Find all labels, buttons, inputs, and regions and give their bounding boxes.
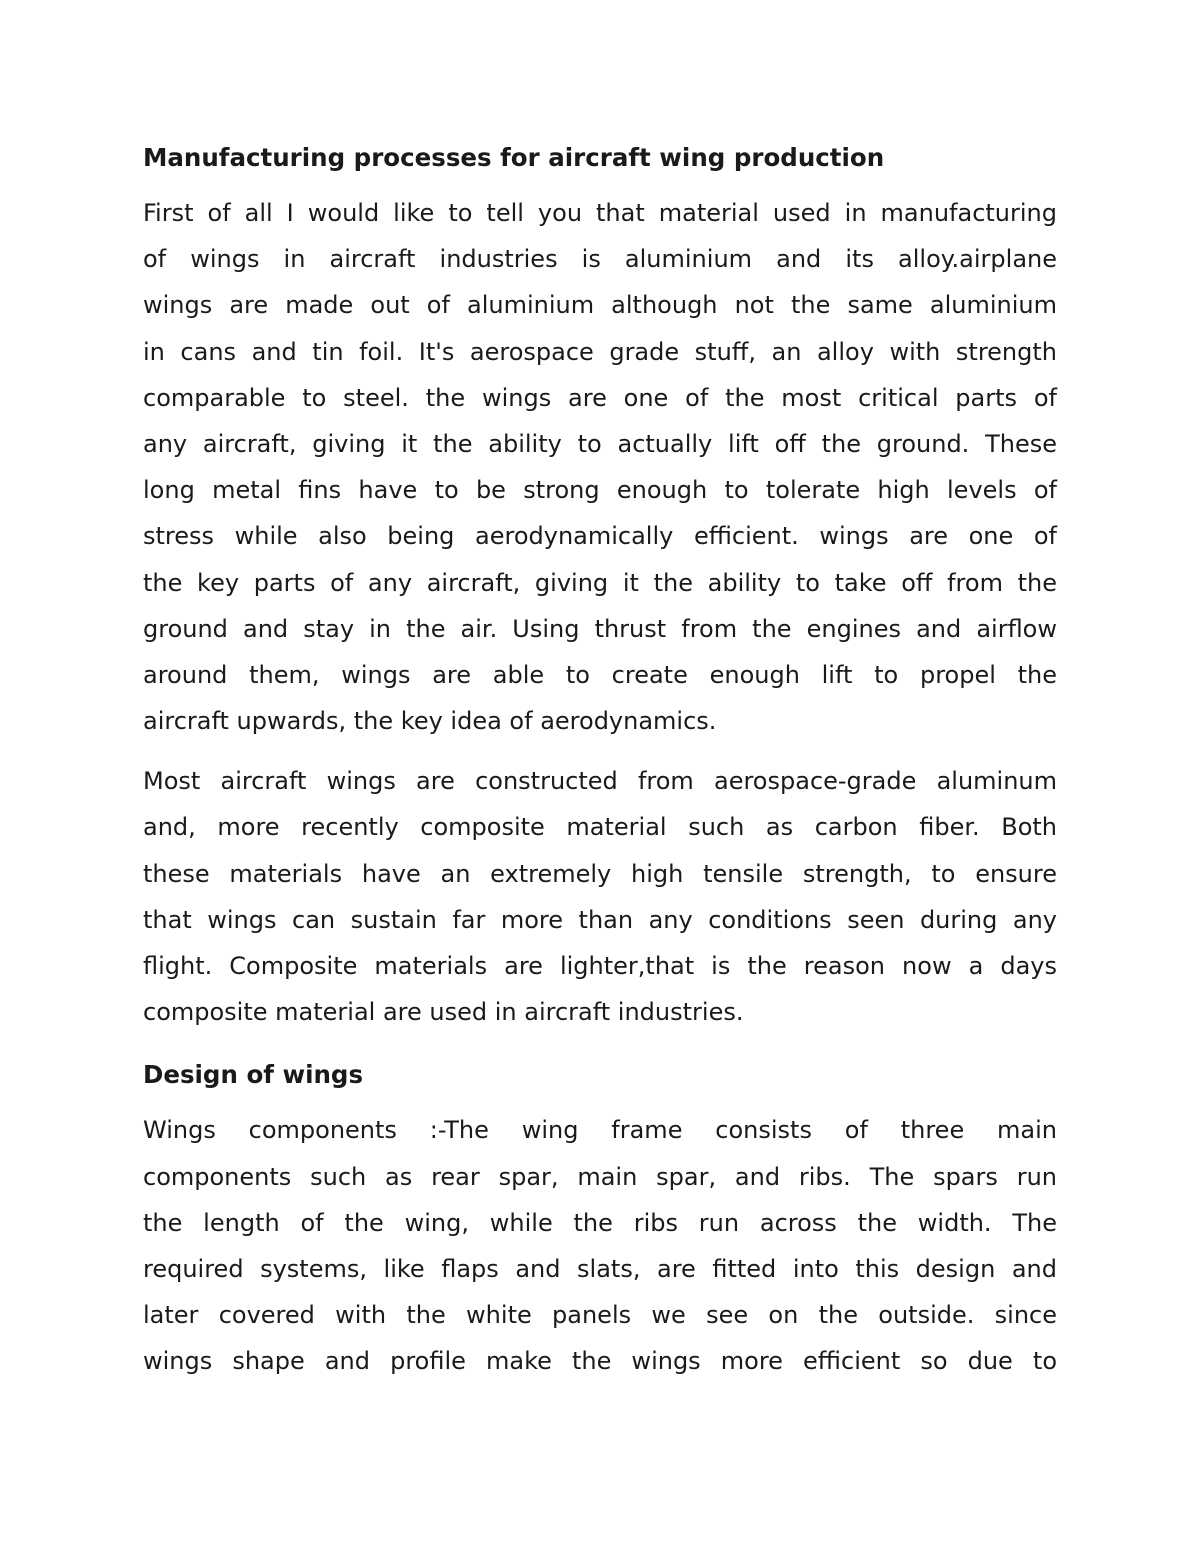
text-line: wings are made out of aluminium although not the same aluminium — [143, 291, 1057, 320]
text-line: aircraft upwards, the key idea of aerodynamics. — [143, 707, 717, 736]
text-line: flight. Composite materials are lighter,that is the reason now a days — [143, 952, 1057, 980]
text-line: Most aircraft wings are constructed from aerospace-grade aluminum — [143, 767, 1057, 796]
text-line: around them, wings are able to create enough lift to propel the — [143, 660, 1057, 689]
text-line: comparable to steel. the wings are one of the most critical parts of — [143, 383, 1057, 412]
text-line: of wings in aircraft industries is aluminium and its alloy.airplane — [143, 245, 1057, 274]
document-body — [143, 138, 1057, 1385]
text-line: First of all I would like to tell you that material used in manufacturing — [143, 199, 1057, 227]
text-line: composite material are used in aircraft industries. — [143, 998, 744, 1027]
text-line: Wings components :-The wing frame consists of three main — [143, 1116, 1057, 1145]
text-line: the key parts of any aircraft, giving it the ability to take off from the — [143, 568, 1057, 597]
section-heading: Design of wings — [143, 1060, 364, 1090]
paragraph-construction — [143, 758, 1057, 1035]
document-title: Manufacturing processes for aircraft wing production — [143, 143, 885, 172]
text-line: required systems, like flaps and slats, are fitted into this design and — [143, 1254, 1057, 1283]
text-line: any aircraft, giving it the ability to actually lift off the ground. These — [143, 429, 1057, 458]
text-line: long metal fins have to be strong enough to tolerate high levels of — [143, 476, 1057, 505]
text-line: and, more recently composite material such as carbon fiber. Both — [143, 813, 1057, 842]
text-line: that wings can sustain far more than any conditions seen during any — [143, 905, 1057, 934]
paragraph-wing-components — [143, 1107, 1057, 1384]
text-line: ground and stay in the air. Using thrust from the engines and airflow — [143, 614, 1057, 643]
text-line: the length of the wing, while the ribs run across the width. The — [143, 1208, 1057, 1237]
text-line: components such as rear spar, main spar, and ribs. The spars run — [143, 1162, 1057, 1191]
paragraph-materials — [143, 190, 1057, 744]
text-line: later covered with the white panels we see on the outside. since — [143, 1301, 1057, 1330]
text-line: in cans and tin foil. It's aerospace grade stuff, an alloy with strength — [143, 337, 1057, 366]
text-line: stress while also being aerodynamically efficient. wings are one of — [143, 522, 1057, 551]
text-line: these materials have an extremely high tensile strength, to ensure — [143, 859, 1057, 888]
text-line: wings shape and profile make the wings more efficient so due to — [143, 1347, 1057, 1376]
